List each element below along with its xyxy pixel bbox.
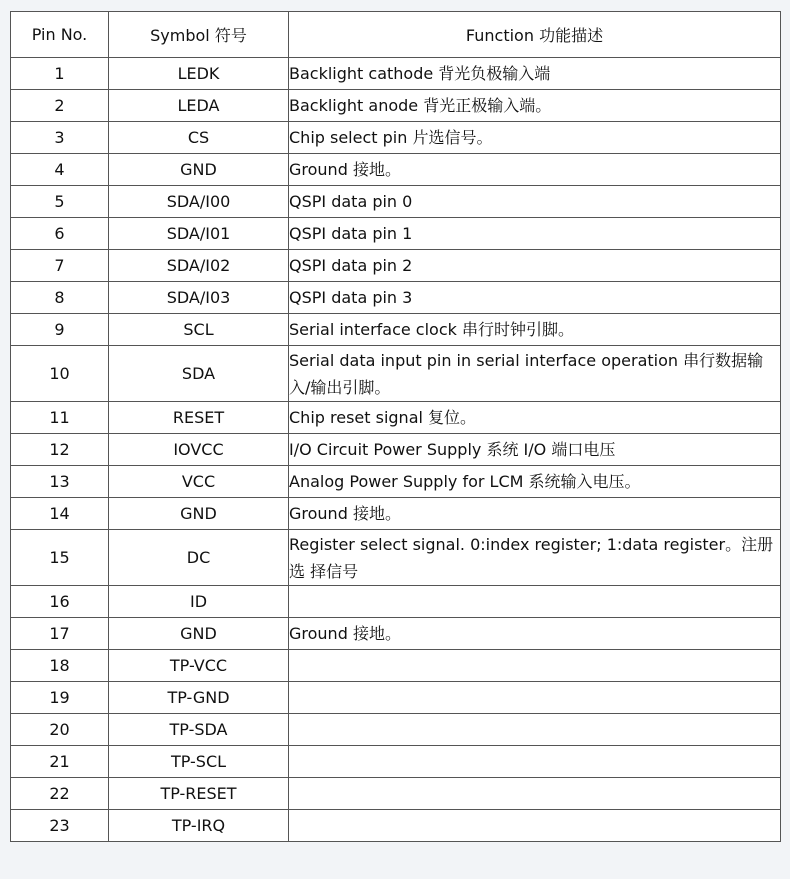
symbol-cell: SDA/I02: [109, 250, 289, 282]
function-cell: QSPI data pin 2: [289, 250, 781, 282]
table-row: [11, 250, 781, 282]
function-cell: Ground 接地。: [289, 498, 781, 530]
function-cell: [289, 682, 781, 714]
table-row: [11, 122, 781, 154]
table-row: [11, 682, 781, 714]
table-row: [11, 154, 781, 186]
symbol-cell: GND: [109, 154, 289, 186]
table-row: [11, 186, 781, 218]
function-cell: QSPI data pin 1: [289, 218, 781, 250]
table-row: [11, 346, 781, 402]
table-row: [11, 218, 781, 250]
table-row: [11, 618, 781, 650]
pin-number-cell: 15: [11, 530, 109, 586]
table-row: [11, 282, 781, 314]
symbol-cell: IOVCC: [109, 434, 289, 466]
symbol-cell: SDA/I01: [109, 218, 289, 250]
pin-number-cell: 5: [11, 186, 109, 218]
pin-number-cell: 10: [11, 346, 109, 402]
pin-number-cell: 21: [11, 746, 109, 778]
function-cell: QSPI data pin 3: [289, 282, 781, 314]
table-row: [11, 746, 781, 778]
symbol-cell: TP-IRQ: [109, 810, 289, 842]
table-row: [11, 498, 781, 530]
function-cell: [289, 778, 781, 810]
function-cell: Backlight cathode 背光负极输入端: [289, 58, 781, 90]
pin-number-cell: 20: [11, 714, 109, 746]
table-row: [11, 650, 781, 682]
symbol-cell: SDA: [109, 346, 289, 402]
table-row: [11, 90, 781, 122]
table-row: [11, 466, 781, 498]
symbol-cell: TP-VCC: [109, 650, 289, 682]
pin-number-cell: 12: [11, 434, 109, 466]
function-cell: [289, 650, 781, 682]
table-row: [11, 586, 781, 618]
pin-number-cell: 13: [11, 466, 109, 498]
symbol-cell: SDA/I03: [109, 282, 289, 314]
symbol-cell: LEDA: [109, 90, 289, 122]
table-row: [11, 778, 781, 810]
symbol-cell: TP-SCL: [109, 746, 289, 778]
function-cell: Serial data input pin in serial interface operation 串行数据输入/输出引脚。: [289, 346, 781, 402]
function-cell: [289, 810, 781, 842]
pin-number-cell: 6: [11, 218, 109, 250]
symbol-cell: SDA/I00: [109, 186, 289, 218]
table-row: [11, 714, 781, 746]
pin-number-cell: 9: [11, 314, 109, 346]
pin-number-cell: 18: [11, 650, 109, 682]
function-cell: Chip select pin 片选信号。: [289, 122, 781, 154]
function-cell: Chip reset signal 复位。: [289, 402, 781, 434]
function-cell: [289, 586, 781, 618]
pin-number-cell: 8: [11, 282, 109, 314]
symbol-cell: TP-RESET: [109, 778, 289, 810]
symbol-cell: TP-GND: [109, 682, 289, 714]
table-row: [11, 402, 781, 434]
symbol-cell: SCL: [109, 314, 289, 346]
table-header-row: [11, 12, 781, 58]
function-cell: Backlight anode 背光正极输入端。: [289, 90, 781, 122]
pin-number-cell: 17: [11, 618, 109, 650]
header-function: Function 功能描述: [289, 12, 781, 58]
symbol-cell: RESET: [109, 402, 289, 434]
function-cell: Ground 接地。: [289, 618, 781, 650]
pin-number-cell: 22: [11, 778, 109, 810]
symbol-cell: DC: [109, 530, 289, 586]
pin-number-cell: 23: [11, 810, 109, 842]
pin-number-cell: 3: [11, 122, 109, 154]
table-row: [11, 530, 781, 586]
table-row: [11, 434, 781, 466]
table-row: [11, 810, 781, 842]
pin-definition-table: [10, 11, 781, 842]
pin-number-cell: 19: [11, 682, 109, 714]
function-cell: Serial interface clock 串行时钟引脚。: [289, 314, 781, 346]
table-row: [11, 314, 781, 346]
pin-number-cell: 14: [11, 498, 109, 530]
function-cell: QSPI data pin 0: [289, 186, 781, 218]
symbol-cell: ID: [109, 586, 289, 618]
pin-number-cell: 1: [11, 58, 109, 90]
pin-number-cell: 7: [11, 250, 109, 282]
pin-number-cell: 11: [11, 402, 109, 434]
function-cell: I/O Circuit Power Supply 系统 I/O 端口电压: [289, 434, 781, 466]
pin-number-cell: 2: [11, 90, 109, 122]
symbol-cell: VCC: [109, 466, 289, 498]
pin-number-cell: 4: [11, 154, 109, 186]
symbol-cell: CS: [109, 122, 289, 154]
pin-number-cell: 16: [11, 586, 109, 618]
function-cell: Register select signal. 0:index register; 1:data register。注册选 择信号: [289, 530, 781, 586]
table-row: [11, 58, 781, 90]
symbol-cell: GND: [109, 498, 289, 530]
function-cell: Analog Power Supply for LCM 系统输入电压。: [289, 466, 781, 498]
symbol-cell: LEDK: [109, 58, 289, 90]
header-symbol: Symbol 符号: [109, 12, 289, 58]
symbol-cell: TP-SDA: [109, 714, 289, 746]
function-cell: [289, 714, 781, 746]
function-cell: [289, 746, 781, 778]
symbol-cell: GND: [109, 618, 289, 650]
function-cell: Ground 接地。: [289, 154, 781, 186]
header-pin-number: Pin No.: [11, 12, 109, 58]
